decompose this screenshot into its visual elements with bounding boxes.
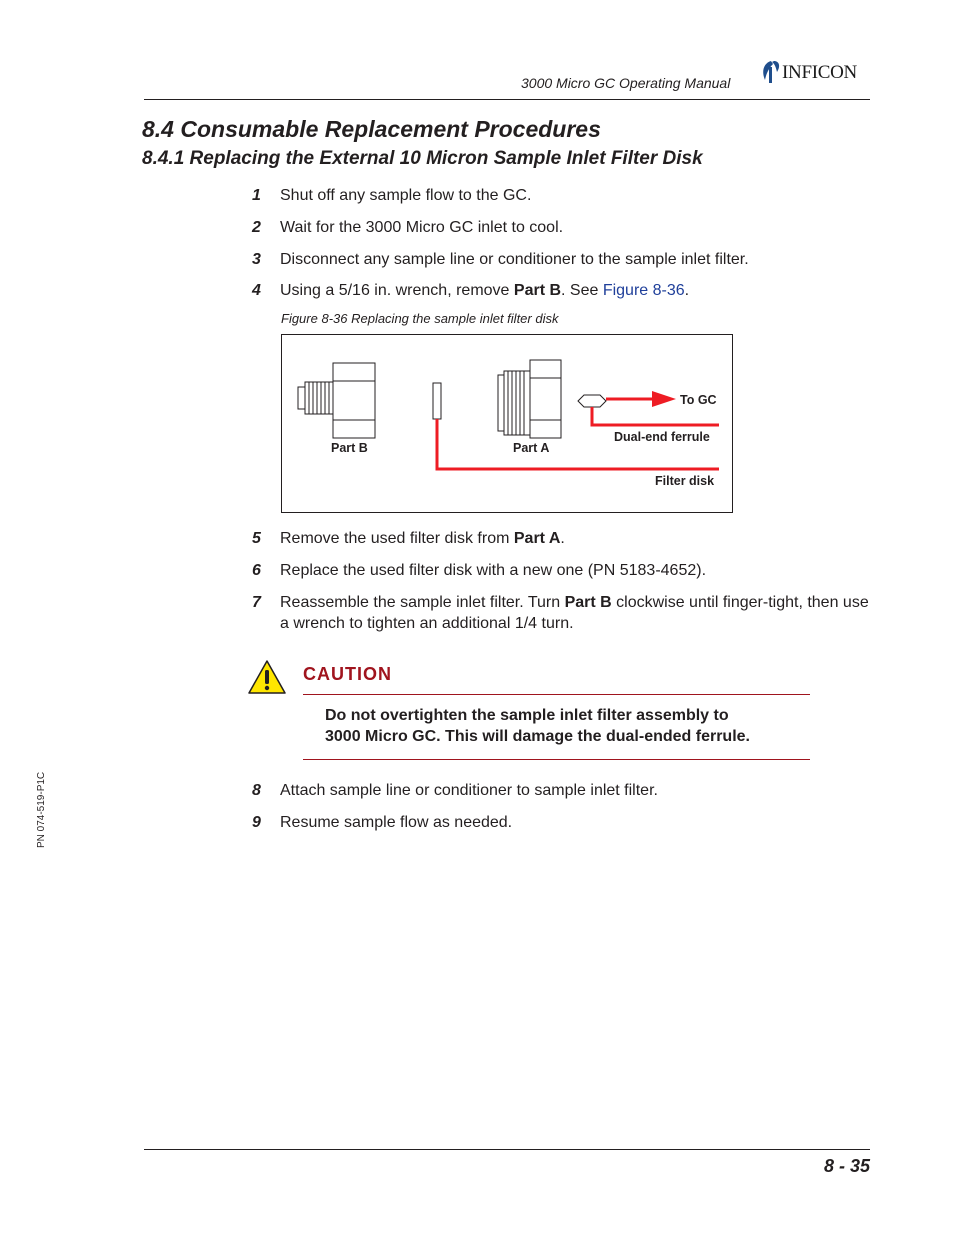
step-text: Attach sample line or conditioner to sample inlet filter. bbox=[280, 782, 658, 799]
part-b-ref: Part B bbox=[564, 594, 612, 611]
caution-top-rule bbox=[303, 694, 810, 695]
brand-name: INFICON bbox=[782, 62, 857, 83]
step-text: Shut off any sample flow to the GC. bbox=[280, 187, 532, 204]
part-b-drawing bbox=[298, 363, 375, 438]
step-number: 1 bbox=[252, 187, 261, 204]
header-rule bbox=[144, 99, 870, 100]
caution-message bbox=[325, 705, 800, 747]
step-text: Replace the used filter disk with a new one (PN 5183-4652). bbox=[280, 562, 707, 579]
part-b-ref: Part B bbox=[513, 282, 562, 299]
step-text: Reassemble the sample inlet filter. Turn Part B clockwise until finger-tight, then use a wrench to tighten an additional 1/4 turn. bbox=[280, 594, 869, 632]
step-text: Disconnect any sample line or conditioner to the sample inlet filter. bbox=[280, 251, 749, 268]
step-number: 7 bbox=[252, 594, 261, 611]
manual-title: 3000 Micro GC Operating Manual bbox=[521, 75, 731, 91]
step-number: 3 bbox=[252, 251, 261, 268]
subsection-title: 8.4.1 Replacing the External 10 Micron Sample Inlet Filter Disk bbox=[142, 148, 703, 169]
step-text: Using a 5/16 in. wrench, remove Part B. See Figure 8-36. bbox=[280, 282, 690, 299]
label-to-gc: To GC bbox=[680, 393, 717, 407]
part-a-ref: Part A bbox=[513, 530, 561, 547]
step-number: 8 bbox=[252, 782, 261, 799]
step-number: 2 bbox=[252, 219, 261, 236]
step-number: 6 bbox=[252, 562, 261, 579]
step-number: 4 bbox=[252, 282, 261, 299]
step-text: Wait for the 3000 Micro GC inlet to cool. bbox=[280, 219, 564, 236]
caution-title: CAUTION bbox=[303, 664, 392, 684]
caution-bottom-rule bbox=[303, 759, 810, 760]
label-dual-end-ferrule: Dual-end ferrule bbox=[614, 430, 710, 444]
part-a-drawing bbox=[498, 360, 561, 438]
caution-line-1: Do not overtighten the sample inlet filter assembly to bbox=[325, 707, 729, 724]
section-title: 8.4 Consumable Replacement Procedures bbox=[142, 116, 601, 142]
step-text: Resume sample flow as needed. bbox=[280, 814, 513, 831]
footer-rule bbox=[144, 1149, 870, 1150]
figure-caption: Figure 8-36 Replacing the sample inlet filter disk bbox=[281, 311, 559, 326]
figure-link[interactable]: Figure 8-36 bbox=[602, 282, 685, 299]
step-text: Remove the used filter disk from Part A. bbox=[280, 530, 565, 547]
to-gc-arrowhead-icon bbox=[652, 391, 676, 407]
warning-triangle-icon bbox=[247, 659, 287, 695]
step-number: 9 bbox=[252, 814, 261, 831]
inficon-logo bbox=[760, 58, 872, 86]
figure-diagram bbox=[281, 334, 733, 513]
caution-line-2: 3000 Micro GC. This will damage the dual-ended ferrule. bbox=[325, 728, 750, 745]
label-part-b: Part B bbox=[331, 441, 368, 455]
label-filter-disk: Filter disk bbox=[655, 474, 715, 488]
part-number: PN 074-519-P1C bbox=[36, 771, 47, 848]
label-part-a: Part A bbox=[513, 441, 550, 455]
page-number: 8 - 35 bbox=[823, 1156, 870, 1176]
dual-end-ferrule-drawing bbox=[578, 395, 606, 407]
filter-disk-drawing bbox=[433, 383, 441, 419]
step-number: 5 bbox=[252, 530, 261, 547]
